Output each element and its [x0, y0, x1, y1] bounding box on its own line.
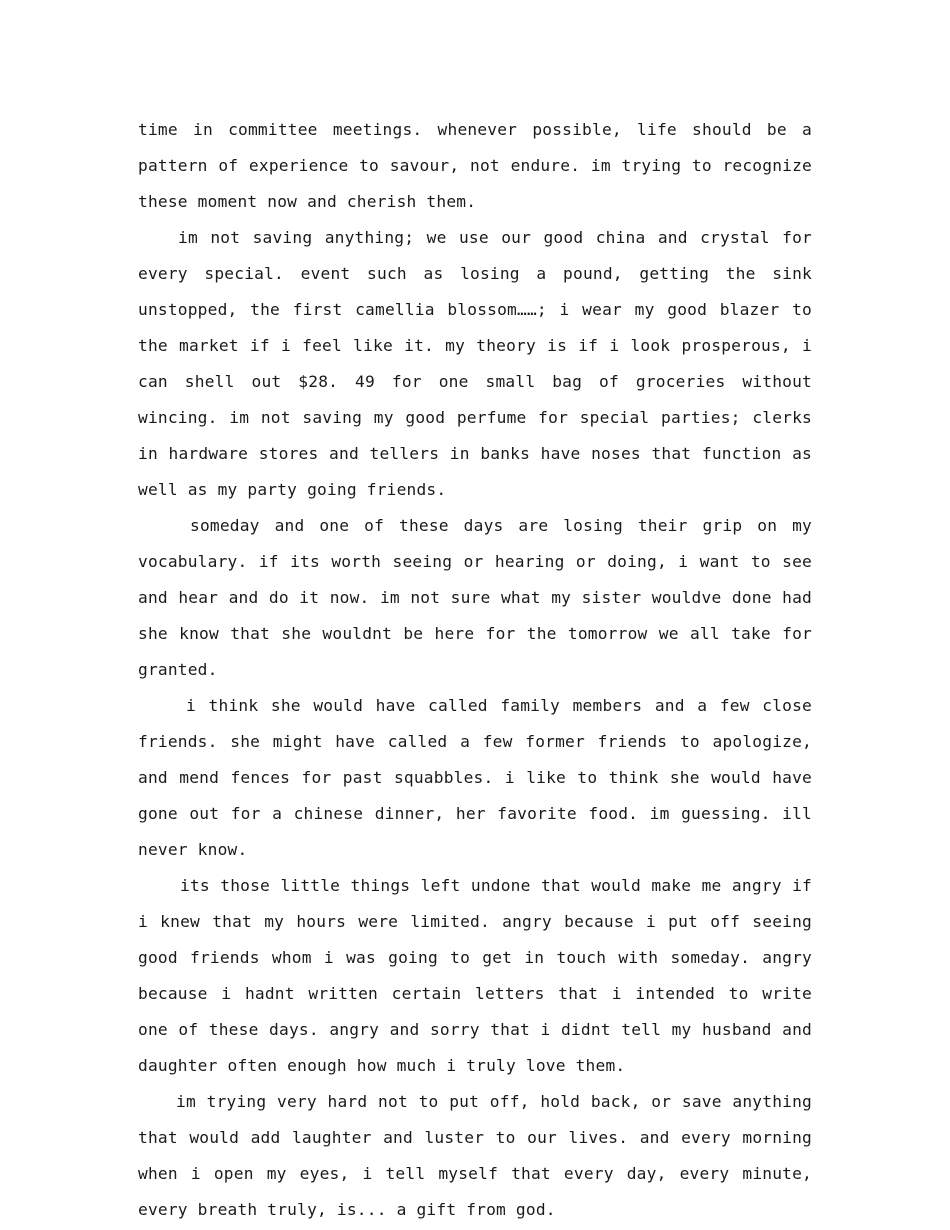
paragraph-4: i think she would have called family members and a few close friends. she might have called a few former friends to apologize, and mend fences for past squabbles. i like to think she would have gone out for a chinese dinner, her favorite food. im guessing. ill never know. [138, 696, 812, 859]
paragraph-1: time in committee meetings. whenever possible, life should be a pattern of experience to savour, not endure. im trying to recognize these moment now and cherish them. [138, 120, 812, 211]
document-page [138, 112, 812, 1228]
paragraph-2: im not saving anything; we use our good china and crystal for every special. event such as losing a pound, getting the sink unstopped, the first camellia blossom……; i wear my good blazer to the market if i feel like it. my theory is if i look prosperous, i can shell out $28. 49 for one small bag of groceries without wincing. im not saving my good perfume for special parties; clerks in hardware stores and tellers in banks have noses that function as well as my party going friends. [138, 228, 812, 499]
paragraph-6: im trying very hard not to put off, hold back, or save anything that would add laughter and luster to our lives. and every morning when i open my eyes, i tell myself that every day, every minute, every breath truly, is... a gift from god. [138, 1092, 812, 1219]
paragraph-5: its those little things left undone that would make me angry if i knew that my hours were limited. angry because i put off seeing good friends whom i was going to get in touch with someday. angry because i hadnt written certain letters that i intended to write one of these days. angry and sorry that i didnt tell my husband and daughter often enough how much i truly love them. [138, 876, 812, 1075]
paragraph-3: someday and one of these days are losing their grip on my vocabulary. if its worth seeing or hearing or doing, i want to see and hear and do it now. im not sure what my sister wouldve done had she know that she wouldnt be here for the tomorrow we all take for granted. [138, 516, 812, 679]
